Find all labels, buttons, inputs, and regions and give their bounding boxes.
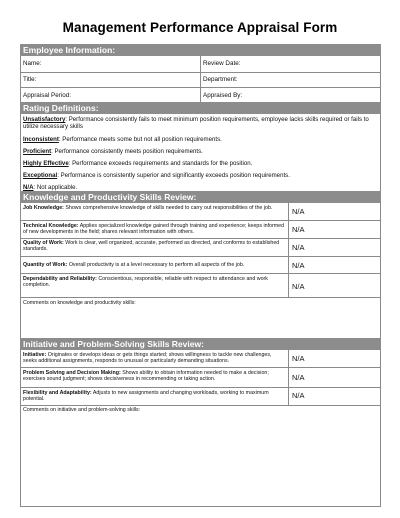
- rating-value[interactable]: N/A: [292, 282, 305, 291]
- appraisal-period-field[interactable]: Appraisal Period:: [23, 92, 71, 99]
- rating-term: Proficient: [23, 148, 52, 155]
- rating-definition-exceptional: [23, 172, 378, 179]
- initiative-skills-header: Initiative and Problem-Solving Skills Review:: [20, 338, 381, 350]
- rating-value[interactable]: N/A: [292, 243, 305, 252]
- name-field[interactable]: Name:: [23, 60, 42, 67]
- divider: [20, 367, 381, 368]
- rating-definitions-header: Rating Definitions:: [20, 102, 381, 114]
- knowledge-skills-header: Knowledge and Productivity Skills Review:: [20, 191, 381, 203]
- rating-definition-inconsistent: [23, 136, 378, 143]
- rating-value[interactable]: N/A: [292, 225, 305, 234]
- skill-name: Quality of Work:: [23, 240, 64, 246]
- divider: [20, 297, 381, 298]
- rating-definition-highly-effective: [23, 160, 378, 167]
- rating-text: : Performance exceeds requirements and standards for the position.: [68, 160, 253, 167]
- rating-term: N/A: [23, 184, 34, 191]
- skill-flexibility: [23, 390, 285, 403]
- rating-term: Highly Effective: [23, 160, 69, 167]
- divider: [20, 405, 381, 406]
- skill-name: Job Knowledge:: [23, 205, 64, 211]
- skill-technical-knowledge: [23, 223, 285, 236]
- skill-name: Flexibility and Adaptability:: [23, 390, 92, 396]
- form-title: Management Performance Appraisal Form: [62, 20, 338, 35]
- skill-initiative: [23, 352, 285, 365]
- rating-definition-proficient: [23, 148, 378, 155]
- skill-name: Quantity of Work:: [23, 262, 68, 268]
- initiative-comments-field[interactable]: Comments on initiative and problem-solving skills:: [23, 407, 141, 413]
- skill-desc: Work is clear, well organized, accurate, performed as directed, and conforms to established standards.: [23, 240, 280, 253]
- rating-text: : Not applicable.: [33, 184, 78, 191]
- skill-name: Dependability and Reliability:: [23, 276, 97, 282]
- skill-quantity-of-work: [23, 262, 285, 268]
- rating-value[interactable]: N/A: [292, 354, 305, 363]
- skill-job-knowledge: [23, 205, 285, 211]
- skill-desc: Originates or develops ideas or gets things started; shows willingness to tackle new challenges, seeks additional assignments, responds to unusual or particularly demanding situations.: [23, 352, 272, 365]
- rating-text: : Performance is consistently superior and significantly exceeds position requirements.: [57, 172, 290, 179]
- skill-name: Initiative:: [23, 352, 47, 358]
- department-field[interactable]: Department:: [203, 76, 238, 83]
- skill-quality-of-work: [23, 240, 285, 253]
- knowledge-comments-field[interactable]: Comments on knowledge and productivity skills:: [23, 300, 136, 306]
- rating-term: Unsatisfactory: [23, 116, 66, 123]
- skill-dependability: [23, 276, 285, 289]
- rating-term: Inconsistent: [23, 136, 59, 143]
- rating-text: : Performance meets some but not all position requirements.: [58, 136, 222, 143]
- divider: [20, 256, 381, 257]
- divider: [200, 56, 201, 102]
- skill-desc: Conscientious, responsible, reliable with respect to attendance and work completion.: [23, 276, 268, 289]
- skill-name: Problem Solving and Decision Making:: [23, 370, 121, 376]
- title-field[interactable]: Title:: [23, 76, 37, 83]
- appraised-by-field[interactable]: Appraised By:: [203, 92, 243, 99]
- rating-text: : Performance consistently meets position requirements.: [51, 148, 203, 155]
- rating-value[interactable]: N/A: [292, 391, 305, 400]
- rating-text: : Performance consistently fails to meet minimum position requirements, employee lacks skills required or fails to utilize necessary skills: [23, 116, 369, 131]
- rating-definition-unsatisfactory: [23, 116, 378, 130]
- rating-value[interactable]: N/A: [292, 207, 305, 216]
- employee-info-header: Employee Information:: [20, 44, 381, 56]
- skill-desc: Adjusts to new assignments and changing workloads, working to maximum potential.: [23, 390, 269, 403]
- rating-value[interactable]: N/A: [292, 261, 305, 270]
- skill-desc: Overall productivity is at a level necessary to perform all aspects of the job.: [67, 262, 245, 268]
- divider: [20, 387, 381, 388]
- skill-desc: Shows comprehensive knowledge of skills needed to carry out responsibilities of the job.: [63, 205, 273, 211]
- rating-term: Exceptional: [23, 172, 58, 179]
- skill-problem-solving: [23, 370, 285, 383]
- skill-desc: Shows ability to obtain information needed to make a decision; exercises sound judgment; shows decisiveness in recommending or taking action.: [23, 370, 269, 383]
- skill-desc: Applies specialized knowledge gained through training and experience; keeps informed of new developments in the field; shares relevant information with others.: [23, 223, 285, 236]
- divider: [20, 238, 381, 239]
- rating-value[interactable]: N/A: [292, 373, 305, 382]
- divider: [20, 220, 381, 221]
- divider: [20, 273, 381, 274]
- divider: [288, 203, 289, 297]
- divider: [288, 350, 289, 405]
- review-date-field[interactable]: Review Date:: [203, 60, 241, 67]
- skill-name: Technical Knowledge:: [23, 223, 79, 229]
